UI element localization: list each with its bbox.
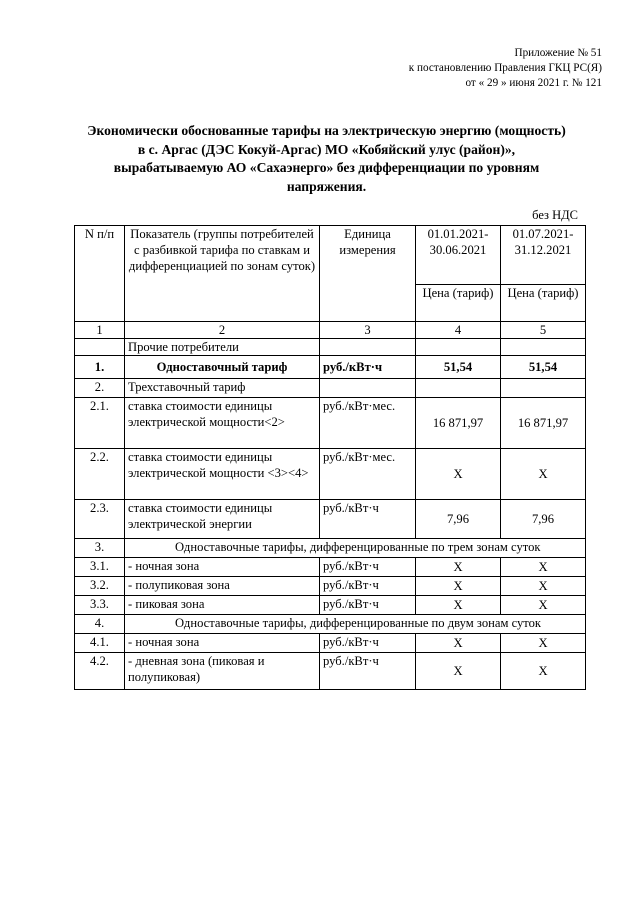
row-value-2: X — [501, 577, 586, 596]
group-v1-cell — [416, 339, 501, 356]
row-name: - пиковая зона — [125, 596, 320, 615]
table-row — [75, 539, 586, 558]
row-value-2: X — [501, 558, 586, 577]
row-span-label: Одноставочные тарифы, дифференцированные по трем зонам суток — [125, 539, 586, 558]
group-row — [75, 339, 586, 356]
row-value-2: X — [501, 596, 586, 615]
header-price-1: Цена (тариф) — [416, 285, 501, 322]
row-unit: руб./кВт·мес. — [320, 449, 416, 500]
appendix-date: от « 29 » июня 2021 г. № 121 — [465, 77, 602, 89]
row-name: - дневная зона (пиковая и полупиковая) — [125, 653, 320, 690]
table-row — [75, 653, 586, 690]
row-unit: руб./кВт·ч — [320, 577, 416, 596]
title-line-2: в с. Аргас (ДЭС Кокуй-Аргас) МО «Кобяйский улус (район)», — [137, 141, 516, 157]
row-unit: руб./кВт·мес. — [320, 398, 416, 449]
row-value-2: X — [501, 634, 586, 653]
row-value-1: X — [416, 449, 501, 500]
table-row — [75, 356, 586, 379]
row-name: - ночная зона — [125, 634, 320, 653]
table-row — [75, 596, 586, 615]
header-row — [75, 226, 586, 285]
header-price-2: Цена (тариф) — [501, 285, 586, 322]
row-value-1: X — [416, 634, 501, 653]
row-number: 4.2. — [75, 653, 125, 690]
row-number: 2.3. — [75, 500, 125, 539]
row-name: - полупиковая зона — [125, 577, 320, 596]
header-num: N п/п — [75, 226, 125, 322]
title-line-1: Экономически обоснованные тарифы на электрическую энергию (мощность) — [87, 123, 566, 138]
col-number-1: 1 — [75, 322, 125, 339]
vat-note: без НДС — [532, 208, 578, 222]
col-number-5: 5 — [501, 322, 586, 339]
row-number: 3.2. — [75, 577, 125, 596]
row-value-2: X — [501, 653, 586, 690]
row-name: ставка стоимости единицы электрической энергии — [125, 500, 320, 539]
row-number: 4. — [75, 615, 125, 634]
row-name: - ночная зона — [125, 558, 320, 577]
col-number-3: 3 — [320, 322, 416, 339]
table-row — [75, 449, 586, 500]
appendix-number: Приложение № 51 — [514, 47, 602, 59]
row-value-2: 51,54 — [501, 356, 586, 379]
row-value-1: X — [416, 653, 501, 690]
title-line-3: вырабатываемую АО «Сахаэнерго» без дифференциации по уровням — [113, 160, 540, 175]
tariff-table — [74, 225, 586, 690]
row-name: Трехставочный тариф — [125, 379, 320, 398]
row-value-1: 16 871,97 — [416, 398, 501, 449]
table-row — [75, 398, 586, 449]
header-period-2: 01.07.2021-31.12.2021 — [501, 226, 586, 285]
group-v2-cell — [501, 339, 586, 356]
row-number: 3. — [75, 539, 125, 558]
row-unit: руб./кВт·ч — [320, 356, 416, 379]
header-period-1: 01.01.2021-30.06.2021 — [416, 226, 501, 285]
row-value-1 — [416, 379, 501, 398]
row-number: 2.2. — [75, 449, 125, 500]
row-unit: руб./кВт·ч — [320, 596, 416, 615]
row-number: 4.1. — [75, 634, 125, 653]
row-value-1: X — [416, 558, 501, 577]
row-value-1: 7,96 — [416, 500, 501, 539]
group-label: Прочие потребители — [125, 339, 320, 356]
row-number: 1. — [75, 356, 125, 379]
group-unit-cell — [320, 339, 416, 356]
table-row — [75, 615, 586, 634]
row-unit: руб./кВт·ч — [320, 500, 416, 539]
row-unit: руб./кВт·ч — [320, 634, 416, 653]
col-number-4: 4 — [416, 322, 501, 339]
row-number: 2.1. — [75, 398, 125, 449]
appendix-resolution: к постановлению Правления ГКЦ РС(Я) — [408, 62, 602, 74]
row-number: 3.3. — [75, 596, 125, 615]
row-name: ставка стоимости единицы электрической мощности<2> — [125, 398, 320, 449]
row-unit — [320, 379, 416, 398]
table-row — [75, 634, 586, 653]
header-unit: Единица измерения — [320, 226, 416, 322]
row-name: Одноставочный тариф — [125, 356, 320, 379]
appendix-block — [409, 46, 602, 91]
table-row — [75, 500, 586, 539]
col-number-2: 2 — [125, 322, 320, 339]
title-line-4: напряжения. — [286, 178, 367, 194]
row-value-2: 16 871,97 — [501, 398, 586, 449]
row-number: 3.1. — [75, 558, 125, 577]
row-value-1: 51,54 — [416, 356, 501, 379]
row-value-1: X — [416, 577, 501, 596]
table-row — [75, 379, 586, 398]
header-indicator: Показатель (группы потребителей с разбивкой тарифа по ставкам и дифференциацией по зонам суток) — [125, 226, 320, 322]
row-unit: руб./кВт·ч — [320, 558, 416, 577]
document-title — [40, 122, 613, 196]
row-number: 2. — [75, 379, 125, 398]
row-name: ставка стоимости единицы электрической мощности <3><4> — [125, 449, 320, 500]
row-value-2: X — [501, 449, 586, 500]
row-value-1: X — [416, 596, 501, 615]
table-row — [75, 558, 586, 577]
row-value-2 — [501, 379, 586, 398]
row-unit: руб./кВт·ч — [320, 653, 416, 690]
group-num-cell — [75, 339, 125, 356]
table-row — [75, 577, 586, 596]
row-value-2: 7,96 — [501, 500, 586, 539]
column-number-row — [75, 322, 586, 339]
row-span-label: Одноставочные тарифы, дифференцированные по двум зонам суток — [125, 615, 586, 634]
